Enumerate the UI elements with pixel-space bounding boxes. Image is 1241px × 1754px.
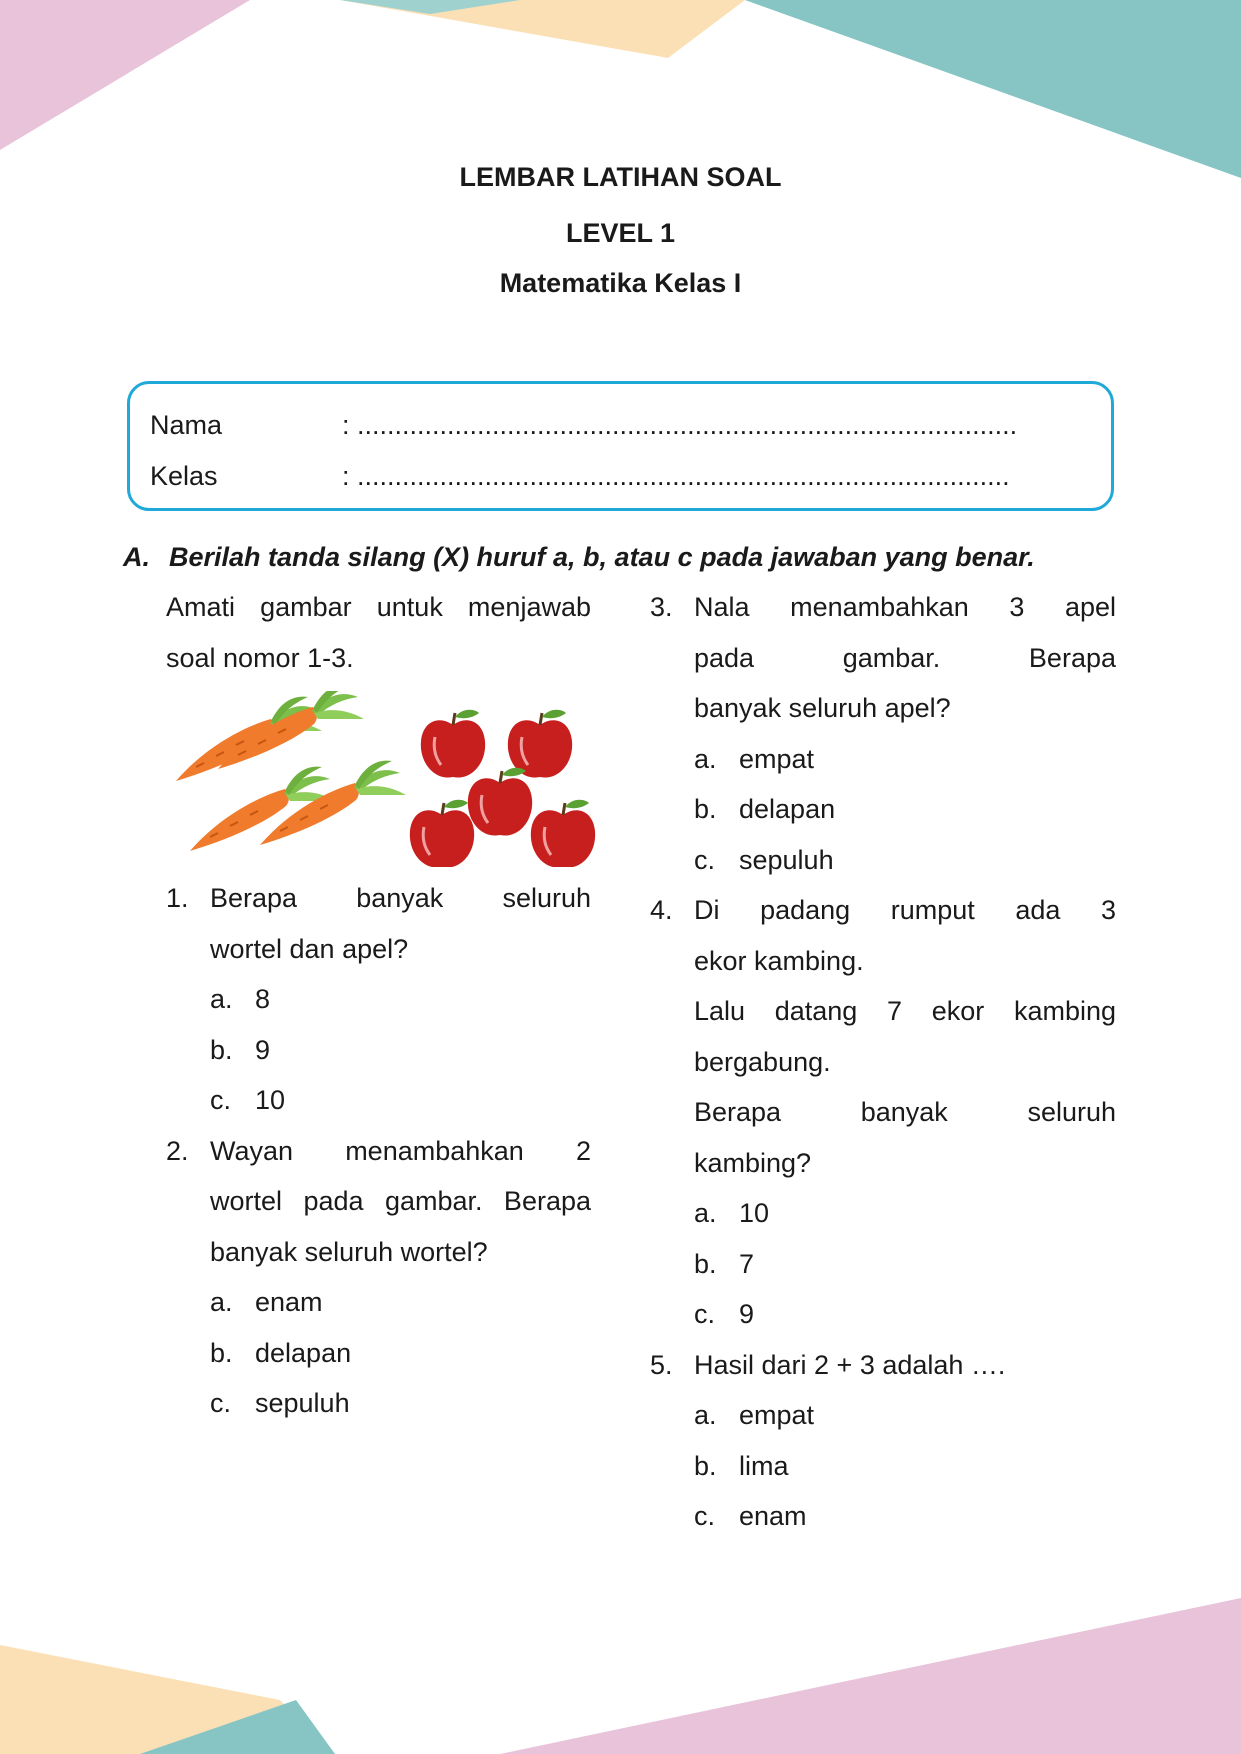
question-number: 3. (650, 592, 673, 622)
name-field[interactable]: : ........................................................................................ (342, 410, 1018, 440)
name-row[interactable] (150, 410, 1017, 441)
page-title: LEMBAR LATIHAN SOAL (459, 162, 782, 192)
carrots-and-apples-picture (166, 691, 591, 867)
question-2 (166, 1126, 591, 1429)
question-line: banyak seluruh apel? (694, 693, 951, 723)
question-line: Berapa banyak seluruh (694, 1097, 1116, 1127)
option-4a[interactable]: a. 10 (694, 1198, 770, 1228)
option-1b[interactable]: b. 9 (210, 1034, 271, 1065)
question-line: Nala menambahkan 3 apel (694, 592, 1116, 622)
section-instruction (123, 542, 1035, 573)
level-title: LEVEL 1 (565, 218, 676, 248)
option-3a[interactable]: a. empat (694, 743, 815, 774)
option-3b[interactable]: b. delapan (694, 794, 836, 824)
question-4 (650, 885, 1116, 1340)
question-line: kambing? (694, 1147, 812, 1178)
question-line: Di padang rumput ada 3 (694, 895, 1116, 925)
question-number: 5. (650, 1349, 673, 1380)
question-line: Wayan menambahkan 2 (210, 1135, 591, 1166)
option-5b[interactable]: b. lima (694, 1450, 789, 1481)
name-label: Nama (150, 410, 223, 440)
question-number: 1. (166, 883, 189, 913)
left-column (166, 582, 591, 1429)
question-line: Berapa banyak seluruh (210, 883, 591, 913)
option-2c[interactable]: c. sepuluh (210, 1388, 350, 1418)
class-field[interactable]: : ....................................................................................... (342, 461, 1010, 491)
intro-line: soal nomor 1-3. (166, 642, 354, 673)
subject-title: Matematika Kelas I (499, 268, 742, 298)
option-4c[interactable]: c. 9 (694, 1299, 755, 1329)
question-5 (650, 1340, 1116, 1542)
question-line: wortel pada gambar. Berapa (210, 1186, 591, 1216)
question-line: banyak seluruh wortel? (210, 1236, 488, 1267)
identity-box (127, 381, 1114, 511)
question-line: wortel dan apel? (210, 933, 409, 964)
class-label: Kelas (150, 461, 218, 491)
option-5a[interactable]: a. empat (694, 1400, 815, 1430)
option-2b[interactable]: b. delapan (210, 1337, 352, 1368)
option-4b[interactable]: b. 7 (694, 1248, 755, 1279)
intro-line: Amati gambar untuk menjawab (166, 592, 591, 622)
question-number: 2. (166, 1135, 189, 1166)
question-3 (650, 582, 1116, 885)
right-column (650, 582, 1116, 1542)
question-number: 4. (650, 895, 673, 925)
option-5c[interactable]: c. enam (694, 1501, 807, 1531)
question-line: Hasil dari 2 + 3 adalah …. (694, 1349, 1006, 1380)
instruction-text: Berilah tanda silang (X) huruf a, b, atau c pada jawaban yang benar. (169, 542, 1035, 572)
option-1c[interactable]: c. 10 (210, 1085, 286, 1115)
class-row[interactable] (150, 461, 1010, 492)
question-line: Lalu datang 7 ekor kambing (694, 996, 1116, 1026)
question-1 (166, 873, 591, 1126)
option-1a[interactable]: a. 8 (210, 984, 271, 1014)
section-letter: A. (123, 542, 150, 572)
option-2a[interactable]: a. enam (210, 1287, 323, 1317)
question-line: pada gambar. Berapa (694, 642, 1116, 673)
question-line: ekor kambing. (694, 945, 864, 976)
option-3c[interactable]: c. sepuluh (694, 844, 834, 875)
question-line: bergabung. (694, 1046, 831, 1077)
